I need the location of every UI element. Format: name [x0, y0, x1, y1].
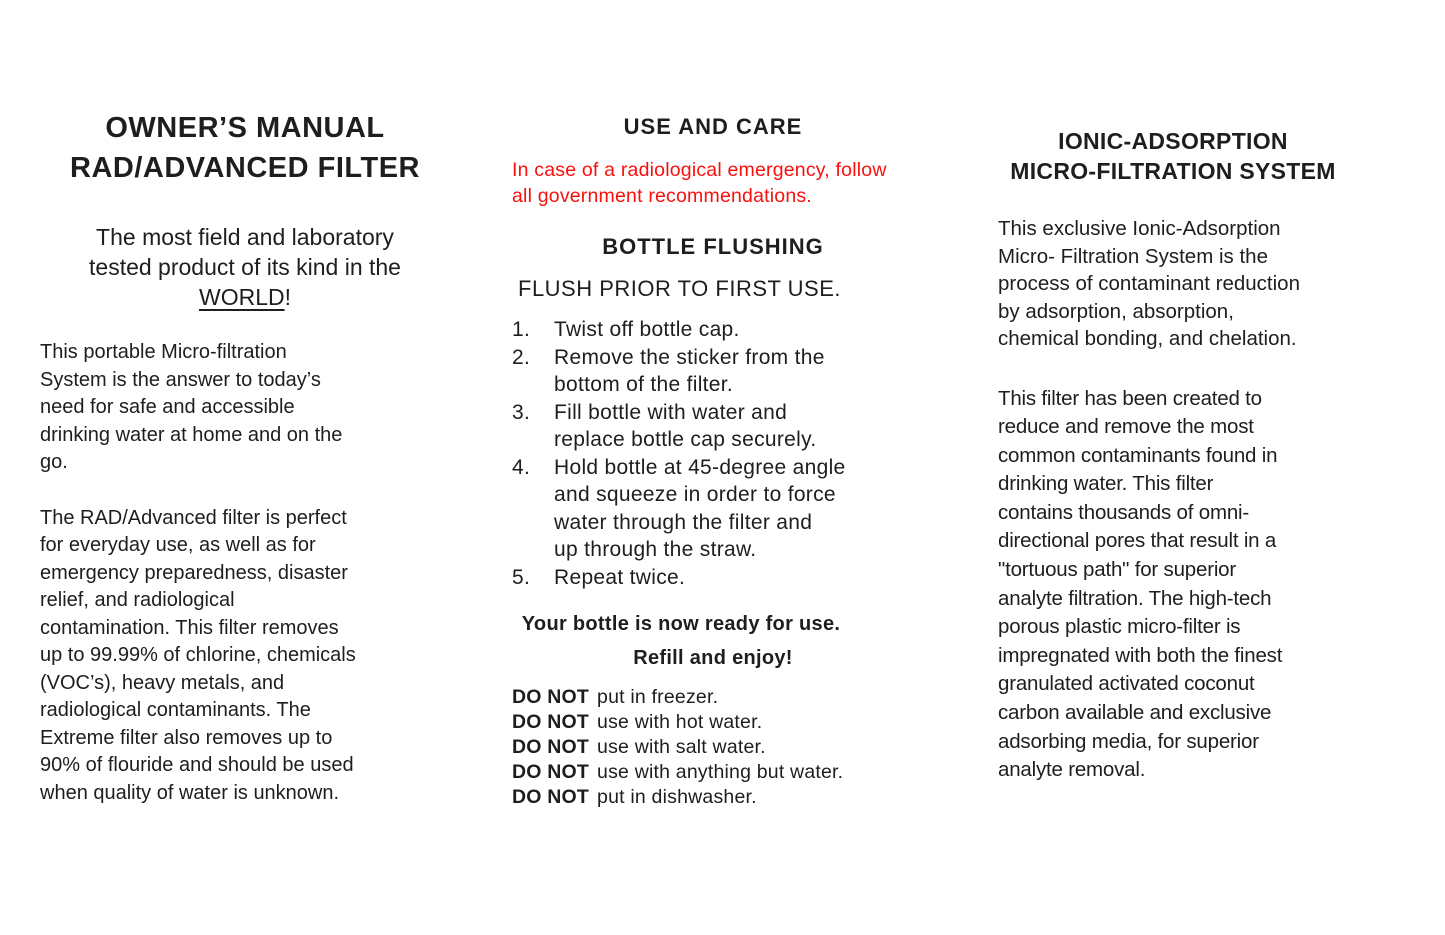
do-not-row [512, 710, 914, 735]
step-line: Twist off bottle cap. [554, 318, 740, 341]
step-item [512, 399, 914, 454]
do-not-row [512, 760, 914, 785]
ready-note: Your bottle is now ready for use. [521, 613, 841, 635]
tagline [40, 222, 450, 312]
do-not-list [512, 685, 914, 810]
title-line: OWNER’S MANUAL [105, 112, 385, 144]
ionic-adsorption-title [978, 126, 1368, 186]
tagline-line: tested product of its kind in the [89, 254, 401, 280]
paragraph-line: analyte removal. [998, 758, 1146, 782]
paragraph-line: radiological contaminants. The [40, 699, 311, 721]
paragraph-line: Extreme filter also removes up to [40, 726, 333, 749]
step-line: Remove the sticker from the [554, 345, 825, 369]
paragraph-line: impregnated with both the finest [998, 643, 1283, 667]
paragraph-line: need for safe and accessible [40, 396, 295, 418]
step-number: 2. [512, 345, 531, 369]
do-not-text: put in freezer. [597, 686, 719, 708]
tagline-line [40, 282, 450, 312]
flush-note: FLUSH PRIOR TO FIRST USE. [518, 276, 842, 301]
do-not-label: DO NOT [512, 736, 590, 758]
bottle-flushing-title: BOTTLE FLUSHING [602, 234, 824, 259]
step-number: 4. [512, 455, 531, 479]
paragraph-line: carbon available and exclusive [998, 701, 1272, 725]
step-line: water through the filter and [554, 510, 813, 534]
step-item [512, 316, 914, 344]
paragraph-line: adsorbing media, for superior [998, 729, 1259, 753]
paragraph-line: contamination. This filter removes [40, 616, 339, 639]
step-item [512, 344, 914, 399]
step-number: 3. [512, 400, 531, 424]
paragraph-line: reduce and remove the most [998, 415, 1254, 439]
do-not-label: DO NOT [512, 786, 590, 808]
flushing-steps-list [512, 316, 914, 591]
step-text [554, 399, 816, 454]
step-text [554, 344, 825, 399]
tagline-exclaim: ! [284, 284, 291, 310]
step-line: Hold bottle at 45-degree angle [554, 455, 846, 479]
paragraph-line: process of contaminant reduction [998, 272, 1300, 295]
paragraph-line: by adsorption, absorption, [998, 299, 1234, 323]
world-underlined-text: WORLD [198, 284, 285, 310]
step-line: Fill bottle with water and [554, 400, 788, 424]
paragraph-line: common contaminants found in [998, 443, 1278, 467]
step-text [554, 564, 685, 592]
paragraph-line: chemical bonding, and chelation. [998, 327, 1297, 350]
paragraph-line: drinking water at home and on the [40, 423, 343, 446]
paragraph-line: This exclusive Ionic-Adsorption [998, 217, 1281, 240]
radiological-emergency-note [512, 157, 914, 209]
paragraph-line: go. [40, 451, 68, 473]
step-line: replace bottle cap securely. [554, 428, 817, 451]
title-line: IONIC-ADSORPTION [1058, 128, 1288, 154]
step-item [512, 454, 914, 564]
title-line: MICRO-FILTRATION SYSTEM [1010, 158, 1336, 184]
paragraph-line: relief, and radiological [40, 589, 235, 611]
do-not-text: use with anything but water. [597, 761, 844, 783]
paragraph-line: directional pores that result in a [998, 529, 1277, 553]
paragraph-line: System is the answer to today’s [40, 368, 321, 391]
paragraph-line: for everyday use, as well as for [40, 534, 316, 556]
do-not-row [512, 785, 914, 810]
step-item [512, 564, 914, 592]
use-and-care-title: USE AND CARE [623, 114, 803, 139]
do-not-row [512, 685, 914, 710]
paragraph-line: granulated activated coconut [998, 672, 1255, 696]
step-number: 5. [512, 565, 531, 589]
system-description-paragraph [978, 215, 1368, 353]
refill-note: Refill and enjoy! [633, 647, 793, 669]
tagline-line: The most field and laboratory [96, 224, 394, 250]
do-not-label: DO NOT [512, 711, 590, 733]
paragraph-line: emergency preparedness, disaster [40, 561, 348, 584]
step-line: bottom of the filter. [554, 373, 734, 396]
intro-paragraph [40, 339, 450, 477]
owners-manual-title [40, 108, 450, 188]
do-not-text: use with salt water. [597, 736, 766, 758]
step-line: and squeeze in order to force [554, 483, 836, 506]
paragraph-line: up to 99.99% of chlorine, chemicals [40, 644, 356, 666]
paragraph-line: analyte filtration. The high-tech [998, 586, 1272, 610]
paragraph-line: "tortuous path" for superior [998, 558, 1236, 582]
paragraph-line: This filter has been created to [998, 386, 1262, 410]
do-not-row [512, 735, 914, 760]
step-line: up through the straw. [554, 538, 757, 561]
paragraph-line: This portable Micro-filtration [40, 341, 287, 363]
step-text [554, 316, 740, 344]
do-not-text: use with hot water. [597, 711, 763, 733]
paragraph-line: drinking water. This filter [998, 472, 1214, 496]
do-not-text: put in dishwasher. [597, 786, 757, 808]
paragraph-line: The RAD/Advanced filter is perfect [40, 506, 347, 529]
paragraph-line: contains thousands of omni- [998, 500, 1250, 524]
paragraph-line: porous plastic micro-filter is [998, 615, 1241, 639]
step-line: Repeat twice. [554, 565, 686, 589]
do-not-label: DO NOT [512, 686, 590, 708]
step-text [554, 454, 846, 564]
paragraph-line: 90% of flouride and should be used [40, 754, 354, 776]
paragraph-line: when quality of water is unknown. [40, 781, 340, 804]
note-line: In case of a radiological emergency, follow [512, 159, 887, 181]
paragraph-line: (VOC’s), heavy metals, and [40, 671, 285, 694]
middle-panel [512, 112, 914, 810]
filter-creation-paragraph [978, 385, 1368, 785]
paragraph-line: Micro- Filtration System is the [998, 244, 1268, 268]
title-line: RAD/ADVANCED FILTER [70, 152, 420, 184]
note-line: all government recommendations. [512, 185, 812, 207]
step-number: 1. [512, 318, 531, 341]
do-not-label: DO NOT [512, 761, 590, 783]
filter-description-paragraph [40, 505, 450, 808]
right-panel [978, 126, 1368, 785]
left-panel [40, 108, 450, 807]
